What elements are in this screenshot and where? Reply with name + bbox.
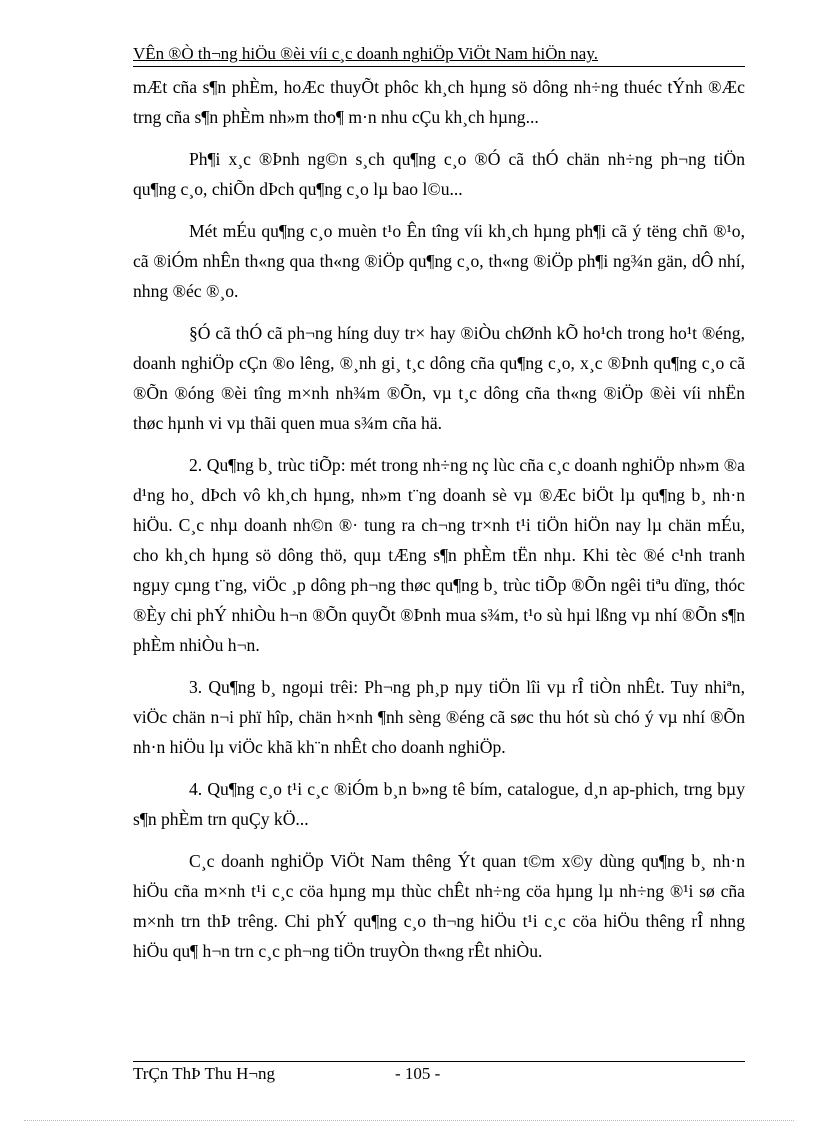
paragraph-vietnam-firms: C¸c doanh nghiÖp ViÖt Nam thêng Ýt quan t©m x©y dùng qu¶ng b¸ nh·n hiÖu cña m×nh t¹i c¸c cöa hµng mµ thùc chÊt nh÷ng cöa hµng lµ nh÷ng ®¹i sø cña m×nh trn thÞ trêng. Chi phÝ qu¶ng c¸o th¬ng hiÖu t¹i c¸c cöa hiÖu thêng rÎ nhng hiÖu qu¶ h¬n trn c¸c ph¬ng tiÖn truyÒn th«ng rÊt nhiÒu.: [133, 851, 745, 961]
paragraph-measurement: §Ó cã thÓ cã ph¬ng híng duy tr× hay ®iÒu chØnh kÕ ho¹ch trong ho¹t ®éng, doanh nghiÖp cÇn ®o lêng, ®¸nh gi¸ t¸c dông cña qu¶ng c¸o, x¸c ®Þnh qu¶ng c¸o cã ®Õn ®óng ®èi tîng m×nh nh¾m ®Õn, vµ t¸c dông cña th«ng ®iÖp ®èi víi nhËn thøc hµnh vi vµ thãi quen mua s¾m cña hä.: [133, 323, 745, 433]
running-header: VÊn ®Ò th¬ng hiÖu ®èi víi c¸c doanh nghiÖp ViÖt Nam hiÖn nay.: [133, 44, 599, 63]
header-rule: [133, 66, 745, 67]
paragraph-continuation: mÆt cña s¶n phÈm, hoÆc thuyÕt phôc kh¸ch hµng sö dông nh÷ng thuéc tÝnh ®Æc trng cña s¶n phÈm nh»m tho¶ m·n nhu cÇu kh¸ch hµng...: [133, 77, 745, 127]
footer-rule: [133, 1061, 745, 1062]
page-number: - 105 -: [395, 1064, 441, 1083]
paragraph-point-of-sale: 4. Qu¶ng c¸o t¹i c¸c ®iÓm b¸n b»ng tê bím, catalogue, d¸n ap-phich, trng bµy s¶n phÈm trn quÇy kÖ...: [133, 779, 745, 829]
footer-author: TrÇn ThÞ Thu H¬ng: [133, 1064, 276, 1083]
body-text: [133, 72, 745, 978]
paragraph-budget: Ph¶i x¸c ®Þnh ng©n s¸ch qu¶ng c¸o ®Ó cã thÓ chän nh÷ng ph¬ng tiÖn qu¶ng c¸o, chiÕn dÞch qu¶ng c¸o lµ bao l©u...: [133, 149, 745, 199]
page-bottom-border: [24, 1120, 794, 1121]
paragraph-direct-promotion: 2. Qu¶ng b¸ trùc tiÕp: mét trong nh÷ng nç lùc cña c¸c doanh nghiÖp nh»m ®a d¹ng ho¸ dÞch vô kh¸ch hµng, nh»m t¨ng doanh sè vµ ®Æc biÖt lµ qu¶ng b¸ nh·n hiÖu. C¸c nhµ doanh nh©n ®· tung ra ch¬ng tr×nh t¹i tiÖn hiÖn nay lµ chän mÉu, cho kh¸ch hµng sö dông thö, quµ tÆng s¶n phÈm tËn nhµ. Khi tèc ®é c¹nh tranh ngµy cµng t¨ng, viÖc ¸p dông ph¬ng thøc qu¶ng b¸ trùc tiÕp ®Õn ngêi tiªu dïng, thóc ®Èy chi phÝ nhiÒu h¬n ®Õn quyÕt ®Þnh mua s¾m, t¹o sù hµi lßng vµ nhí ®Õn s¶n phÈm nhiÒu h¬n.: [133, 455, 745, 655]
paragraph-ad-idea: Mét mÉu qu¶ng c¸o muèn t¹o Ên tîng víi kh¸ch hµng ph¶i cã ý tëng chñ ®¹o, cã ®iÓm nhÊn th«ng qua th«ng ®iÖp qu¶ng c¸o, th«ng ®iÖp ph¶i ng¾n gän, dÔ nhí, nhng ®éc ®¸o.: [133, 221, 745, 301]
paragraph-outdoor-promotion: 3. Qu¶ng b¸ ngoµi trêi: Ph¬ng ph¸p nµy tiÖn lîi vµ rÎ tiÒn nhÊt. Tuy nhiªn, viÖc chän n¬i phï hîp, chän h×nh ¶nh sèng ®éng cã søc thu hót sù chó ý vµ nhí ®Õn nh·n hiÖu lµ viÖc khã kh¨n nhÊt cho doanh nghiÖp.: [133, 677, 745, 757]
